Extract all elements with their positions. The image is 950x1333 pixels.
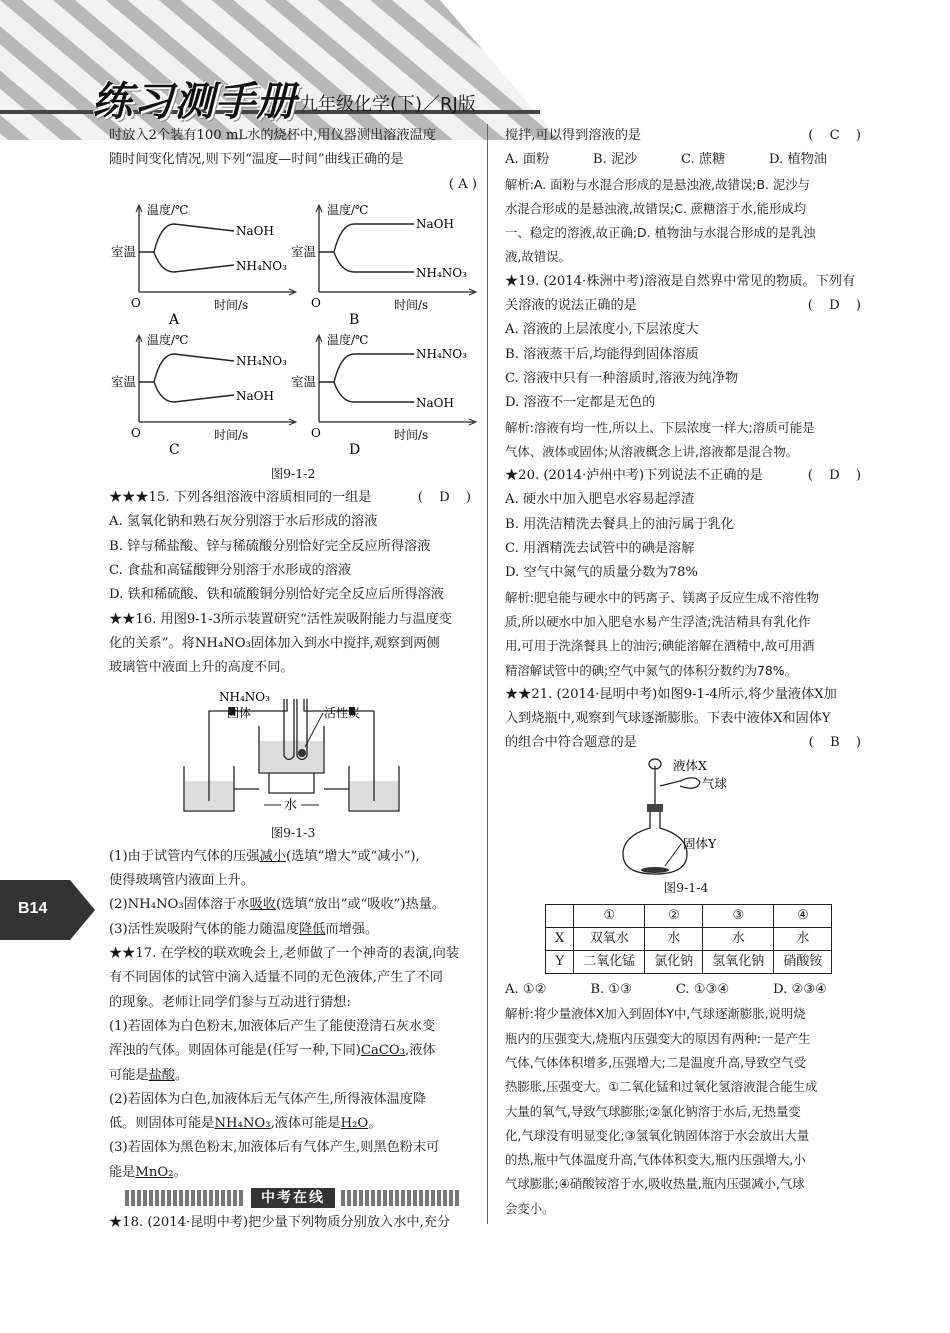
option: B. 溶液蒸干后,均能得到固体溶质 — [505, 346, 699, 362]
curve-label: NH₄NO₃ — [236, 353, 287, 368]
label-liquid-x: 液体X — [673, 757, 707, 773]
label-carbon: 活性炭 — [324, 705, 361, 720]
table-row: ① ② ③ ④ — [546, 905, 832, 928]
intro-line: 随时间变化情况,则下列“温度—时间”曲线正确的是 — [109, 152, 404, 168]
curve-label: NaOH — [416, 395, 454, 410]
panel-label: C — [169, 441, 180, 458]
question-18: ★18. (2014·昆明中考)把少量下列物质分别放入水中,充分 — [109, 1215, 451, 1231]
question-21: 入到烧瓶中,观察到气球逐渐膨胀。下表中液体X和固体Y — [505, 711, 831, 727]
origin-label: O — [131, 295, 141, 310]
question-19: ★19. (2014·株洲中考)溶液是自然界中常见的物质。下列有 — [505, 273, 856, 289]
label-solid: 固体 — [227, 705, 252, 720]
label-solid-y: 固体Y — [683, 835, 717, 851]
table-row: Y 二氧化锰 氯化钠 氢氧化钠 硝酸铵 — [546, 951, 832, 974]
question-21: 的组合中符合题意的是 ( B ) — [505, 735, 867, 751]
curve-label: NaOH — [236, 388, 274, 403]
options-row: A. ①② B. ①③ C. ①③④ D. ②③④ — [505, 982, 827, 998]
page-subject: 九年级化学(下)／RJ版 — [300, 94, 476, 115]
label-nh4no3: NH₄NO₃ — [219, 689, 270, 704]
question-16: ★★16. 用图9-1-3所示装置研究“活性炭吸附能力与温度变 — [109, 611, 452, 627]
question-19: 关溶液的说法正确的是 ( D ) — [505, 298, 867, 314]
q16-sub1: (1)由于试管内气体的压强减小(选填“增大”或“减小”), — [109, 848, 420, 864]
solution-18: 解析:A. 面粉与水混合形成的是悬浊液,故错误;B. 泥沙与 水混合形成的是悬浊液,故错误;C. 蔗糖溶于水,能形成均 一、稳定的溶液,故正确;D. 植物油与水混合形成的是乳浊 液,故错误。 — [505, 176, 816, 265]
origin-label: O — [311, 295, 321, 310]
curve-label: NH₄NO₃ — [236, 258, 287, 273]
curve-up — [319, 224, 414, 252]
question-17: 有不同固体的试管中滴入适量不同的无色液体,产生了不同 — [109, 970, 443, 986]
question-17: (3)若固体为黑色粉末,加液体后有气体产生,则黑色粉末可 — [109, 1140, 440, 1156]
axis-label: 温度/℃ — [327, 332, 369, 347]
q16-sub3: (3)活性炭吸附气体的能力随温度降低而增强。 — [109, 921, 379, 937]
section-banner: 中考在线 — [109, 1188, 477, 1208]
page-tab — [0, 880, 95, 940]
curve-up — [139, 224, 234, 252]
option: C. 食盐和高锰酸钾分别溶于水形成的溶液 — [109, 563, 352, 579]
question-16: 化的关系”。将NH₄NO₃固体加入到水中搅拌,观察到两侧 — [109, 635, 440, 651]
origin-label: O — [131, 425, 141, 440]
figure-caption: 图9-1-3 — [270, 824, 316, 840]
curve-label: NaOH — [416, 216, 454, 231]
question-17: 的现象。老师让同学们参与互动进行猜想: — [109, 994, 351, 1010]
curve-down — [334, 252, 414, 272]
axis-label: 温度/℃ — [327, 202, 369, 217]
curve-label: NaOH — [236, 223, 274, 238]
question-17: (1)若固体为白色粉末,加液体后产生了能使澄清石灰水变 — [109, 1018, 436, 1034]
answer-mark: ( A ) — [448, 176, 477, 192]
options-row: A. 面粉 B. 泥沙 C. 蔗糖 D. 植物油 — [505, 152, 827, 168]
question-17: 低。则固体可能是NH₄NO₃,液体可能是H₂O。 — [109, 1116, 382, 1132]
curve-down — [154, 252, 234, 272]
xy-table — [545, 904, 832, 974]
curve-up — [139, 354, 234, 382]
option: C. 用酒精洗去试管中的碘是溶解 — [505, 541, 695, 557]
question-21: ★★21. (2014·昆明中考)如图9-1-4所示,将少量液体X加 — [505, 686, 837, 702]
q16-sub2: (2)NH₄NO₃固体溶于水吸收(选填“放出”或“吸收”)热量。 — [109, 897, 446, 913]
question-15: ★★★15. 下列各组溶液中溶质相同的一组是 ( D ) — [109, 490, 477, 506]
solution-19: 解析:溶液有均一性,所以上、下层浓度一样大;溶质可能是 气体、液体或固体;从溶液概念上讲,溶液都是混合物。 — [505, 419, 815, 459]
flask-figure — [505, 756, 867, 876]
option: D. 空气中氮气的质量分数为78% — [505, 565, 698, 581]
axis-label: 温度/℃ — [147, 332, 189, 347]
apparatus-figure — [109, 681, 477, 821]
panel-label: D — [349, 441, 361, 458]
question-20: ★20. (2014·泸州中考)下列说法不正确的是 ( D ) — [505, 468, 867, 484]
figure-caption: 图9-1-2 — [270, 465, 316, 481]
question-17: 浑浊的气体。则固体可能是(任写一种,下同)CaCO₃,液体 — [109, 1043, 436, 1059]
room-label: 室温 — [291, 373, 317, 389]
axis-label: 时间/s — [394, 427, 429, 442]
room-label: 室温 — [291, 243, 317, 259]
question-16: 玻璃管中液面上升的高度不同。 — [109, 660, 294, 676]
option: B. 用洗洁精洗去餐具上的油污属于乳化 — [505, 516, 735, 532]
curve-down — [154, 382, 234, 402]
right-column — [505, 124, 867, 1221]
q16-sub1: 使得玻璃管内液面上升。 — [109, 873, 255, 889]
left-column — [109, 124, 477, 1235]
axis-label: 温度/℃ — [147, 202, 189, 217]
column-divider — [487, 124, 488, 1224]
axis-label: 时间/s — [214, 297, 249, 312]
question-18-cont: 搅拌,可以得到溶液的是 ( C ) — [505, 128, 867, 143]
curve-label: NH₄NO₃ — [416, 346, 467, 361]
figure-caption: 图9-1-4 — [663, 879, 709, 895]
question-17: 可能是盐酸。 — [109, 1067, 189, 1083]
axis-label: 时间/s — [394, 297, 429, 312]
curve-label: NH₄NO₃ — [416, 265, 467, 280]
brand-logo: 练习测手册 — [92, 79, 297, 125]
question-17: (2)若固体为白色,加液体后无气体产生,所得液体温度降 — [109, 1091, 427, 1107]
curve-down — [334, 382, 414, 402]
temperature-graphs — [109, 197, 477, 462]
table-row: X 双氧水 水 水 水 — [546, 928, 832, 951]
page-number: B14 — [18, 900, 48, 917]
room-label: 室温 — [111, 243, 137, 259]
option: D. 溶液不一定都是无色的 — [505, 395, 656, 411]
label-balloon: 气球 — [702, 775, 728, 791]
axis-label: 时间/s — [214, 427, 249, 442]
option: C. 溶液中只有一种溶质时,溶液为纯净物 — [505, 370, 739, 386]
option: A. 硬水中加入肥皂水容易起浮渣 — [505, 492, 695, 508]
option: B. 锌与稀盐酸、锌与稀硫酸分别恰好完全反应所得溶液 — [109, 538, 431, 554]
room-label: 室温 — [111, 373, 137, 389]
option: A. 溶液的上层浓度小,下层浓度大 — [505, 322, 699, 338]
question-17: 能是MnO₂。 — [109, 1164, 187, 1180]
curve-up — [319, 354, 414, 382]
option: D. 铁和稀硫酸、铁和硫酸铜分别恰好完全反应后所得溶液 — [109, 587, 444, 603]
panel-label: A — [169, 311, 180, 328]
option: A. 氢氧化钠和熟石灰分别溶于水后形成的溶液 — [109, 514, 378, 530]
question-17: ★★17. 在学校的联欢晚会上,老师做了一个神奇的表演,向装 — [109, 946, 460, 962]
solution-21: 解析:将少量液体X加入到固体Y中,气球逐渐膨胀,说明烧 瓶内的压强变大,烧瓶内压强变大的原因有两种:一是产生 气体,气体体积增多,压强增大;二是温度升高,导致空气受 热膨胀,压强变大。①二氧化锰和过氧化氢溶液混合能生成 大量的氧气,导致气球膨胀;②氯化钠溶于水后,无热量变 化,气球没有明显变化;③氢氧化钠固体溶于水会放出大量 的热,瓶中气体温度升高,气体体积变大,瓶内压强增大,小 气球膨胀;④硝酸铵溶于水,吸收热量,瓶内压强减小,气球 会变小。 — [505, 1006, 818, 1216]
label-water: 水 — [284, 797, 298, 813]
solution-20: 解析:肥皂能与硬水中的钙离子、镁离子反应生成不溶性物 质,所以硬水中加入肥皂水易产生浮渣;洗洁精具有乳化作 用,可用于洗涤餐具上的油污;碘能溶解在酒精中,故可用酒 精溶解试管中的碘;空气中氮气的体积分数约为78%。 — [505, 589, 819, 678]
panel-label: B — [349, 311, 360, 328]
origin-label: O — [311, 425, 321, 440]
intro-line: 时放入2个装有100 mL水的烧杯中,用仪器测出溶液温度 — [109, 128, 436, 143]
